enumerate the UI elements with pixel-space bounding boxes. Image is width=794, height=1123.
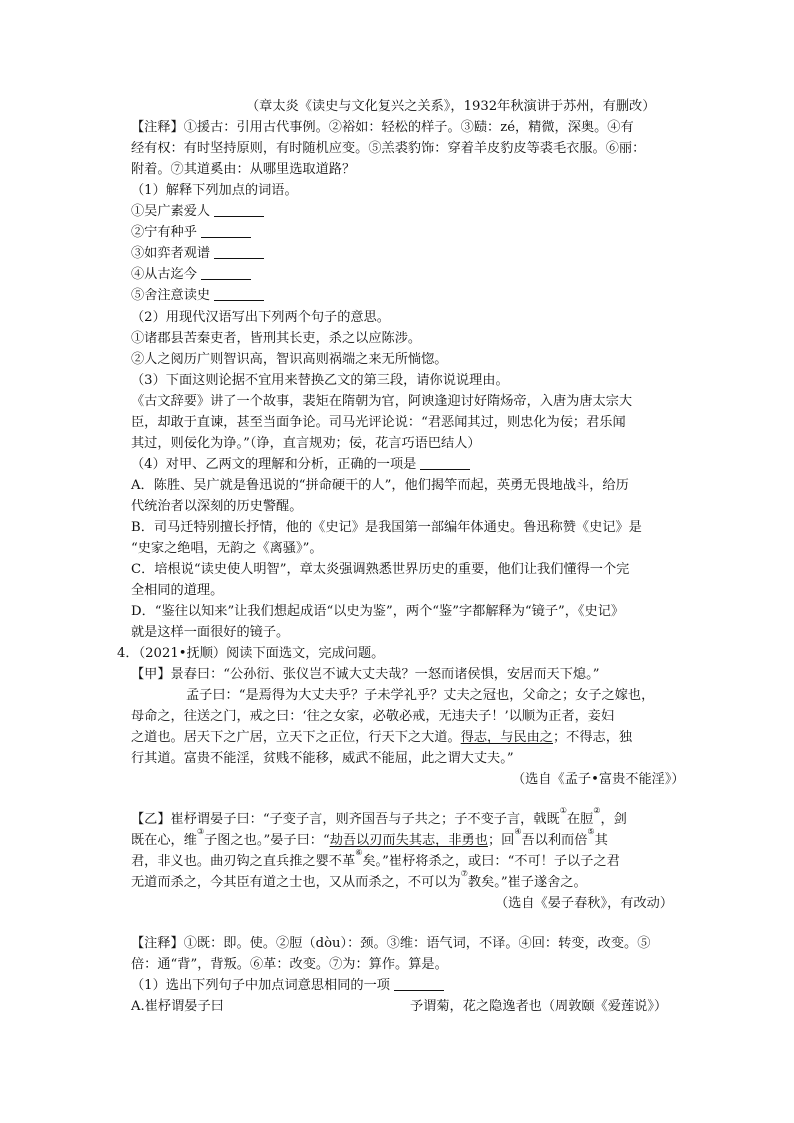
passage-jia: 母命之，往送之门，戒之曰：‘往之女家，必敬必戒，无违夫子！’以顺为正者，妾妇	[131, 709, 615, 724]
text: 无道而杀之，今其臣有道之士也，又从而杀之，不可以为	[131, 875, 461, 890]
footnote-marker: ④	[514, 826, 522, 836]
text: 其	[594, 833, 608, 848]
passage-yi	[131, 805, 627, 828]
question-3-text: 其过，则佞化为诤。”（诤，直言规劝；佞，花言巧语巴结人）	[131, 436, 481, 451]
passage-yi	[131, 826, 608, 849]
answer-blank[interactable]	[214, 246, 264, 259]
item-text: ③如弈者观谱	[131, 246, 211, 261]
text: 君，非义也。曲刃钩之直兵推之婴不革	[131, 854, 356, 869]
text: 教矣。”崔子遂舍之。	[467, 875, 587, 890]
notes-line: 【注释】①既：即。使。②脰（dòu）：颈。③维：语气词，不译。④回：转变，改变。⑤	[131, 936, 651, 951]
item-text: ②宁有种乎	[131, 225, 197, 240]
passage-yi	[131, 847, 620, 870]
item-text: ①吴广素爱人	[131, 204, 211, 219]
text: ；不得志，独	[553, 730, 633, 745]
underlined-text: 得志，与民由之	[460, 730, 553, 745]
question-1-item	[131, 225, 251, 241]
source-citation: （章太炎《读史与文化复兴之关系》，1932年秋演讲于苏州，有删改）	[246, 99, 656, 114]
notes-line: 【注释】①援古：引用古代事例。②裕如：轻松的样子。③赜：zé，精微，深奥。④有	[131, 120, 634, 135]
question-1-item	[131, 204, 264, 220]
question-1-prompt: （1）解释下列加点的词语。	[131, 183, 298, 198]
question-3-prompt: （3）下面这则论据不宜用来替换乙文的第三段，请你说说理由。	[131, 373, 509, 388]
passage-jia: 孟子曰：“是焉得为大丈夫乎？子未学礼乎？丈夫之冠也，父命之；女子之嫁也，	[186, 688, 655, 703]
text: 【乙】崔杼谓晏子曰：“子变子言，则齐国吾与子共之；子不变子言，戟既	[131, 812, 560, 827]
footnote-marker: ③	[196, 826, 205, 836]
item-text: ⑤舍注意读史	[131, 288, 211, 303]
option-a: 代统治者以深刻的历史警醒。	[131, 499, 303, 514]
passage-jia: 行其道。富贵不能淫，贫贱不能移，威武不能屈，此之谓大丈夫。”	[131, 751, 514, 766]
answer-blank[interactable]	[214, 204, 264, 217]
question-1-item	[131, 246, 264, 262]
question-2-prompt: （2）用现代汉语写出下列两个句子的意思。	[131, 310, 390, 325]
answer-blank[interactable]	[201, 267, 251, 280]
footnote-marker: ②	[593, 805, 601, 815]
option-d: 就是这样一面很好的镜子。	[131, 625, 290, 640]
item-text: ④从古迄今	[131, 267, 197, 282]
problem-4-header: 4．（2021•抚顺）阅读下面选文，完成问题。	[117, 646, 385, 661]
option-a: A．陈胜、吴广就是鲁迅说的“拼命硬干的人”，他们揭竿而起，英勇无畏地战斗，给历	[131, 478, 629, 493]
text: ；回	[487, 833, 515, 848]
option-a-left: A.崔杼谓晏子曰	[131, 999, 224, 1014]
option-d: D．“鉴往以知来”让我们想起成语“以史为鉴”，两个“鉴”字都解释为“镜子”，《史记》	[131, 604, 625, 619]
prompt-text: （4）对甲、乙两文的理解和分析，正确的一项是	[131, 457, 417, 472]
source-citation: （选自《晏子春秋》，有改动）	[495, 896, 674, 911]
source-citation: （选自《孟子•富贵不能淫》）	[512, 772, 685, 787]
question-2-item: ①诸郡县苦秦吏者，皆刑其长吏，杀之以应陈涉。	[131, 331, 422, 346]
passage-jia: 【甲】景春曰：“公孙衍、张仪岂不诚大丈夫哉？一怒而诸侯惧，安居而天下熄。”	[131, 667, 600, 682]
passage-jia	[131, 730, 632, 746]
text: 既在心，维	[131, 833, 197, 848]
option-a-right: 予谓菊，花之隐逸者也（周敦颐《爱莲说》）	[410, 999, 668, 1014]
sub-question-1-prompt	[131, 978, 444, 994]
prompt-text: （1）选出下列句子中加点词意思相同的一项	[131, 978, 390, 993]
question-3-text: 臣，却敢于直谏，甚至当面争论。司马光评论说：“君恶闻其过，则忠化为佞；君乐闻	[131, 415, 626, 430]
answer-blank[interactable]	[420, 457, 470, 470]
question-2-item: ②人之阅历广则智识高，智识高则祸端之来无所惝惚。	[131, 352, 448, 367]
text: 子图之也。”晏子曰：“	[204, 833, 330, 848]
underlined-text: 劫吾以刃而失其志，非勇也	[329, 833, 488, 848]
option-c: 全相同的道理。	[131, 583, 224, 598]
answer-blank[interactable]	[214, 288, 264, 301]
notes-line: 经有权：有时坚持原则，有时随机应变。⑤羔裘豹饰：穿着羊皮豹皮等裘毛衣服。⑥丽：	[131, 141, 646, 156]
footnote-marker: ①	[559, 805, 567, 815]
text: 在脰	[566, 812, 594, 827]
question-3-text: 《古文辞要》讲了一个故事，裴矩在隋朝为官，阿谀逢迎讨好隋炀帝，入唐为唐太宗大	[131, 394, 633, 409]
option-b: B．司马迁特别擅长抒情，他的《史记》是我国第一部编年体通史。鲁迅称赞《史记》是	[131, 520, 642, 535]
notes-line: 倍：通“背”，背叛。⑥革：改变。⑦为：算作。算是。	[131, 957, 448, 972]
answer-blank[interactable]	[394, 978, 444, 991]
text: ，剑	[600, 812, 627, 827]
passage-yi	[131, 868, 587, 891]
notes-line: 附着。⑦其道奚由：从哪里选取道路？	[131, 162, 356, 177]
footnote-marker: ⑤	[587, 826, 595, 836]
option-b: “史家之绝唱，无韵之《离骚》”。	[131, 541, 323, 556]
question-1-item	[131, 288, 264, 304]
footnote-marker: ⑥	[355, 847, 363, 857]
answer-blank[interactable]	[201, 225, 251, 238]
question-4-prompt	[131, 457, 470, 473]
text: 吾以利而倍	[521, 833, 588, 848]
question-1-item	[131, 267, 251, 283]
text: 矣。”崔杼将杀之，或曰：“不可！子以子之君	[362, 854, 620, 869]
footnote-marker: ⑦	[460, 868, 468, 878]
option-c: C．培根说“读史使人明智”，章太炎强调熟悉世界历史的重要，他们让我们懂得一个完	[131, 562, 630, 577]
text: 之道也。居天下之广居，立天下之正位，行天下之大道。	[131, 730, 461, 745]
